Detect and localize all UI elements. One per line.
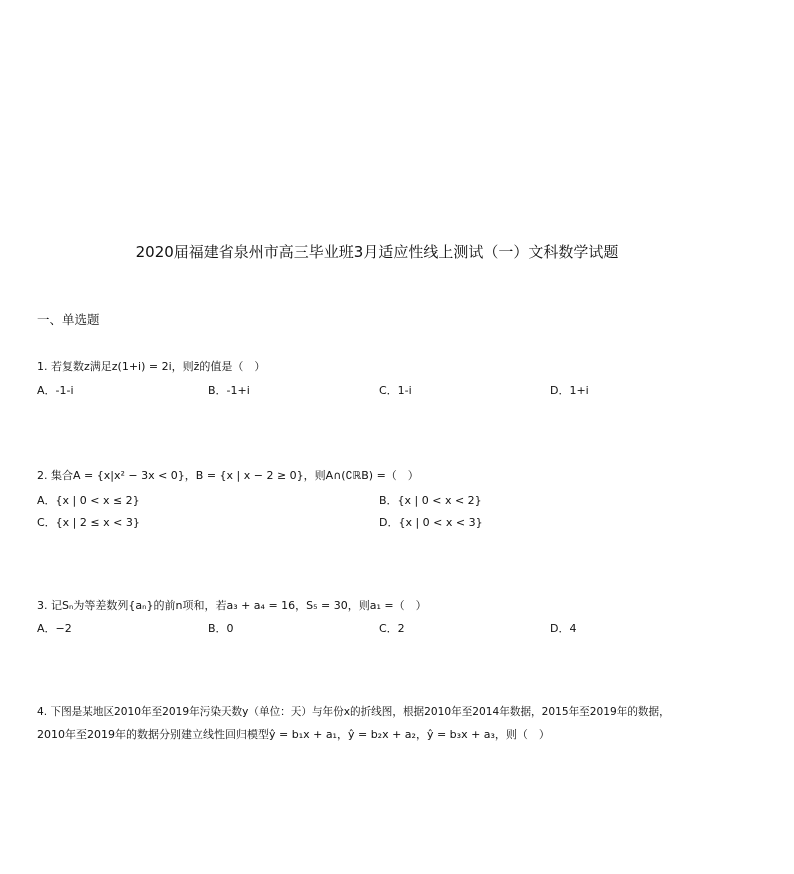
q2-option-d: D．{x | 0 < x < 3} [379,516,483,529]
q2-option-c: C．{x | 2 ≤ x < 3} [37,516,140,529]
q3-option-a: A．−2 [37,622,72,635]
q3-option-b: B．0 [208,622,234,635]
section-heading: 一、单选题 [37,312,100,327]
page-title: 2020届福建省泉州市高三毕业班3月适应性线上测试（一）文科数学试题 [135,243,619,261]
q1-option-c: C．1-i [379,384,412,397]
question-2-stem: 2. 集合A = {x|x² − 3x < 0}，B = {x | x − 2 ≥ 0}，则A∩(∁ℝB) =（ ） [37,469,419,482]
question-3-stem: 3. 记Sₙ为等差数列{aₙ}的前n项和，若a₃ + a₄ = 16，S₅ = 30，则a₁ =（ ） [37,599,427,612]
q3-option-c: C．2 [379,622,405,635]
q1-option-d: D．1+i [550,384,589,397]
q1-option-b: B．-1+i [208,384,250,397]
question-4-line-2: 2010年至2019年的数据分别建立线性回归模型ŷ = b₁x + a₁，ŷ = b₂x + a₂，ŷ = b₃x + a₃，则（ ） [37,728,550,741]
question-4-line-1: 4. 下图是某地区2010年至2019年污染天数y（单位：天）与年份x的折线图，根据2010年至2014年数据，2015年至2019年的数据， [37,706,670,718]
q1-option-a: A．-1-i [37,384,74,397]
q2-option-a: A．{x | 0 < x ≤ 2} [37,494,140,507]
q3-option-d: D．4 [550,622,577,635]
question-1-stem: 1. 若复数z满足z(1+i) = 2i，则z̄的值是（ ） [37,360,266,373]
q2-option-b: B．{x | 0 < x < 2} [379,494,482,507]
